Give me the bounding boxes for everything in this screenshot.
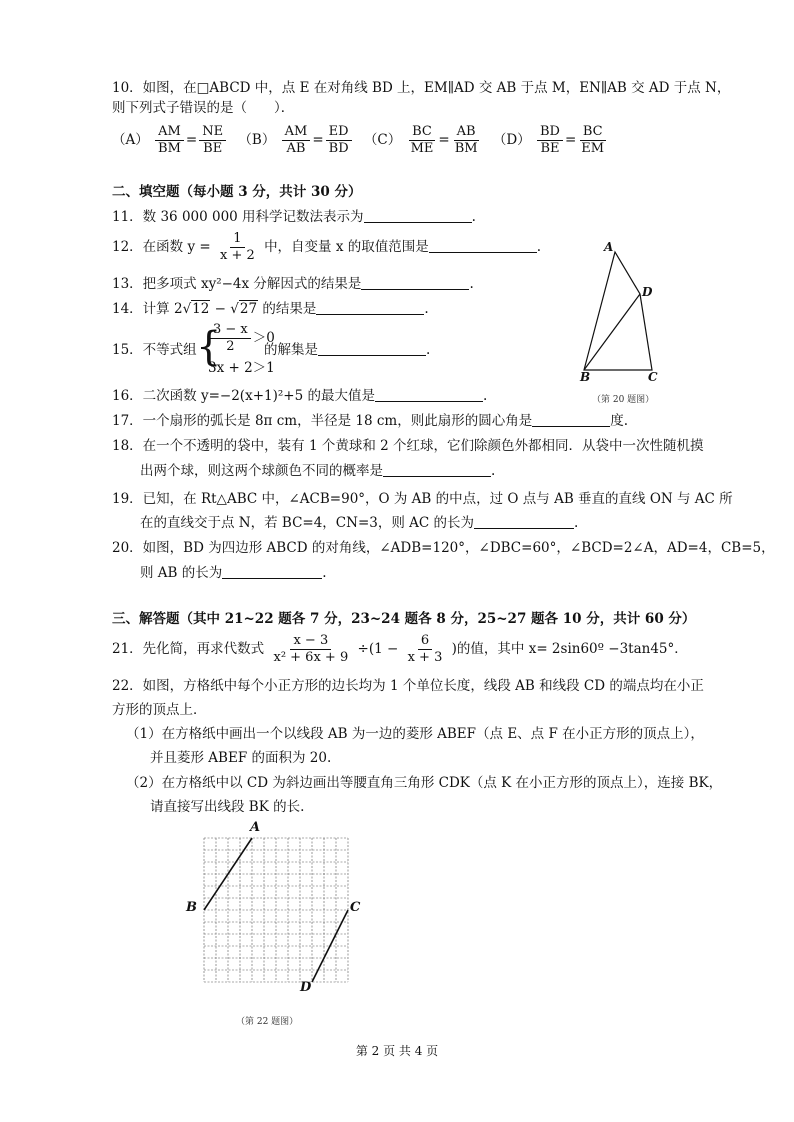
q22-line2: 方形的顶点上． <box>112 702 207 718</box>
grid-label-c: C <box>350 900 361 915</box>
q22-part2a: （2）在方格纸中以 CD 为斜边画出等腰直角三角形 CDK（点 K 在小正方形的顶点上），连接 BK， <box>126 775 723 791</box>
q13: 13．把多项式 xy²−4x 分解因式的结果是 . <box>112 276 474 292</box>
q20-line1: 20．如图，BD 为四边形 ABCD 的对角线，∠ADB=120°，∠DBC=60°，∠BCD=2∠A，AD=4，CB=5， <box>112 540 775 556</box>
q22-line1: 22．如图，方格纸中每个小正方形的边长均为 1 个单位长度，线段 AB 和线段 CD 的端点均在小正 <box>112 678 704 694</box>
grid-label-b: B <box>186 900 197 915</box>
section2-title: 二、填空题（每小题 3 分，共计 30 分） <box>112 184 362 200</box>
option-d: （D） $\frac{BD}{BE}$ = $\frac{BC}{EM}$ <box>492 124 605 156</box>
q10-line2: 则下列式子错误的是（ ）． <box>112 100 295 116</box>
label-b: B <box>580 370 591 384</box>
q16: 16．二次函数 y=−2(x+1)²+5 的最大值是 . <box>112 388 488 404</box>
q22-part1a: （1）在方格纸中画出一个以线段 AB 为一边的菱形 ABEF（点 E、点 F 在小正方形的顶点上）， <box>126 726 704 742</box>
q22-part1b: 并且菱形 ABEF 的面积为 20. <box>150 750 332 766</box>
q20-line2: 则 AB 的长为 . <box>140 565 327 581</box>
option-a: （A） $\frac{AM}{BM}$ = $\frac{NE}{BE}$ <box>112 132 232 148</box>
q17: 17．一个扇形的弧长是 8π cm，半径是 18 cm，则此扇形的圆心角是 度. <box>112 413 629 429</box>
section3-title: 三、解答题（其中 21~22 题各 7 分，23~24 题各 8 分，25~27 题各 10 分，共计 60 分） <box>112 611 696 627</box>
figure-22 <box>186 820 366 1030</box>
figure-22-caption: （第 22 题图） <box>236 1017 299 1027</box>
q19-line2: 在的直线交于点 N，若 BC=4，CN=3，则 AC 的长为 . <box>140 515 579 531</box>
option-c: （C） $\frac{BC}{ME}$ = $\frac{AB}{BM}$ <box>363 124 478 156</box>
exam-page: 10．如图，在□ABCD 中，点 E 在对角线 BD 上，EM∥AD 交 AB 于点 M，EN∥AB 交 AD 于点 N， 则下列式子错误的是（ ）． （A） $\frac{AM}{BM}$ = $\frac{NE}{BE}$ （B） $\frac{AM}{AB}$ = $\frac{ED}{BD}$ （C） $\frac{BC}{ME}$ = $\frac{AB}{BM}$ （D） $\frac{BD}{BE}$ = $\frac{BC}{EM}$ 二、填空题（每小题 3 分，共计 30 分） 11．数 36 000 000 用科学记数法表示为 . 12．在函数 y = $\frac{1}{x + 2}$ 中，自变量 x 的取值范围是 . 13．把多项式 xy²−4x 分解因式的结果是 . 14．计算 2√12 − √27 的结果是 . 15．不等式组 { $\frac{3 - x}{2}$ ＞0 3x + 2＞1 的解集是 . 16．二次函数 y=−2(x+1)²+5 的最大值是 . 17．一个扇形的弧长是 8π cm，半径是 18 cm，则此扇形的圆心角是 度. 18．在一个不透明的袋中，装有 1 个黄球和 2 个红球，它们除颜色外都相同．从袋中一次性随机摸 出两个球，则这两个球颜色不同的概率是 . 19．已知，在 Rt△ABC 中，∠ACB=90°，O 为 AB 的中点，过 O 点与 AB 垂直的直线 ON 与 AC 所 在的直线交于点 N，若 BC=4，CN=3，则 AC 的长为 . 20．如图，BD 为四边形 ABCD 的对角线，∠ADB=120°，∠DBC=60°，∠BCD=2∠A，AD=4，CB=5， 则 AB 的长为 . A B C D （第 20 题图） 三、解答题（其中 21~22 题各 7 分，23~24 题各 8 分，25~27 题各 10 分，共计 60 分） 21．先化简，再求代数式 $\frac{x - 3}{\text{x² + 6x + 9}}$ ÷(1 − $\frac{6}{x + 3}$ )的值，其中 x= 2sin60º −3tan45°． 22．如图，方格纸中每个小正方形的边长均为 1 个单位长度，线段 AB 和线段 CD 的端点均在小正 方形的顶点上． （1）在方格纸中画出一个以线段 AB 为一边的菱形 ABEF（点 E、点 F 在小正方形的顶点上）， 并且菱形 ABEF 的面积为 20. （2）在方格纸中以 CD 为斜边画出等腰直角三角形 CDK（点 K 在小正方形的顶点上），连接 BK， 请直接写出线段 BK 的长. A B C D （第 22 题图） 第 2 页 共 4 页 <box>0 0 794 1122</box>
grid-label-a: A <box>250 820 261 835</box>
label-c: C <box>648 370 658 384</box>
figure-20 <box>570 238 670 408</box>
q11: 11．数 36 000 000 用科学记数法表示为 . <box>112 209 476 225</box>
q14: 14．计算 2√12 − √27 的结果是 . <box>112 301 429 317</box>
option-b: （B） $\frac{AM}{AB}$ = $\frac{ED}{BD}$ <box>238 132 358 148</box>
page-footer: 第 2 页 共 4 页 <box>355 1044 439 1058</box>
q21: 21．先化简，再求代数式 $\frac{x - 3}{\text{x² + 6x + 9}}$ ÷(1 − $\frac{6}{x + 3}$ )的值，其中 x= 2sin60º −3tan45°． <box>112 633 688 665</box>
q19-line1: 19．已知，在 Rt△ABC 中，∠ACB=90°，O 为 AB 的中点，过 O 点与 AB 垂直的直线 ON 与 AC 所 <box>112 491 733 507</box>
label-d: D <box>642 285 653 299</box>
label-a: A <box>604 240 614 254</box>
q12: 12．在函数 y = $\frac{1}{x + 2}$ 中，自变量 x 的取值范围是 . <box>112 231 542 263</box>
grid-label-d: D <box>300 980 312 995</box>
figure-20-caption: （第 20 题图） <box>592 395 655 405</box>
q18-line1: 18．在一个不透明的袋中，装有 1 个黄球和 2 个红球，它们除颜色外都相同．从袋中一次性随机摸 <box>112 438 704 454</box>
q18-line2: 出两个球，则这两个球颜色不同的概率是 . <box>140 463 496 479</box>
brace-symbol: { <box>196 324 222 370</box>
q22-part2b: 请直接写出线段 BK 的长. <box>150 799 305 815</box>
grid-diagram <box>186 820 366 1000</box>
q10-line1: 10．如图，在□ABCD 中，点 E 在对角线 BD 上，EM∥AD 交 AB 于点 M，EN∥AB 交 AD 于点 N， <box>112 80 731 96</box>
q10-options <box>112 118 609 162</box>
